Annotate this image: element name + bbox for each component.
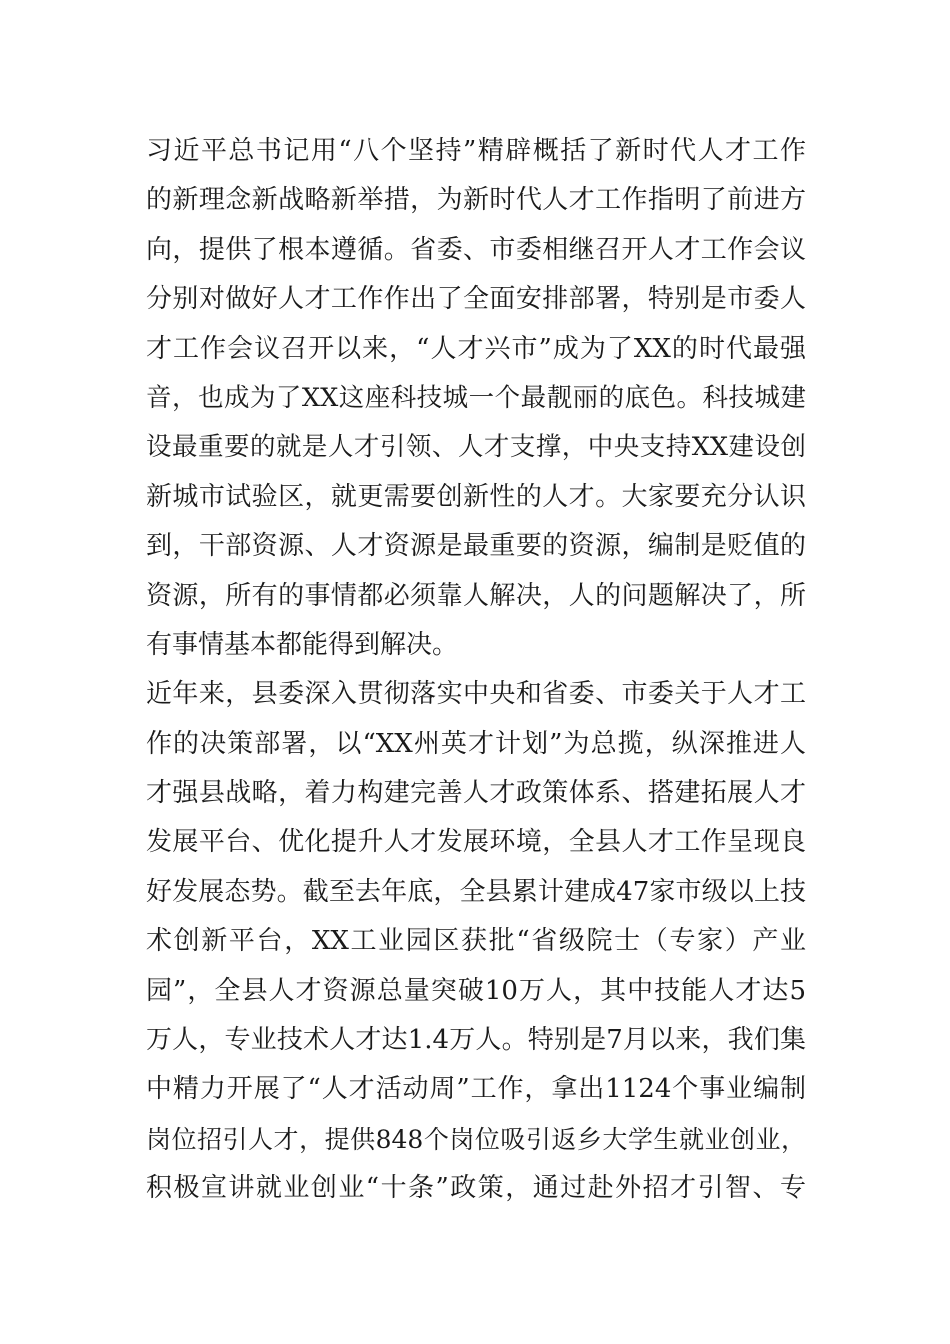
paragraph-1	[146, 127, 806, 670]
text-line: 音，也成为了XX这座科技城一个最靓丽的底色。科技城建	[146, 382, 806, 413]
text-line: 有事情基本都能得到解决。	[146, 629, 459, 660]
text-line: 设最重要的就是人才引领、人才支撑，中央支持XX建设创	[146, 432, 806, 463]
text-line: 才强县战略，着力构建完善人才政策体系、搭建拓展人才	[146, 778, 806, 809]
text-line: 积极宣讲就业创业“十条”政策，通过赴外招才引智、专	[146, 1173, 806, 1204]
text-line: 新城市试验区，就更需要创新性的人才。大家要充分认识	[146, 481, 806, 512]
text-line: 岗位招引人才，提供848个岗位吸引返乡大学生就业创业，	[146, 1124, 806, 1154]
document-body	[146, 127, 806, 1214]
text-line: 术创新平台，XX工业园区获批“省级院士（专家）产业	[146, 926, 806, 957]
text-line: 万人，专业技术人才达1.4万人。特别是7月以来，我们集	[146, 1025, 806, 1056]
text-line: 好发展态势。截至去年底，全县累计建成47家市级以上技	[146, 876, 806, 907]
paragraph-2	[146, 670, 806, 1213]
text-line: 的新理念新战略新举措，为新时代人才工作指明了前进方	[146, 185, 806, 216]
text-line: 才工作会议召开以来，“人才兴市”成为了XX的时代最强	[146, 333, 806, 364]
text-line: 到，干部资源、人才资源是最重要的资源，编制是贬值的	[146, 531, 806, 562]
text-line: 近年来，县委深入贯彻落实中央和省委、市委关于人才工	[146, 679, 806, 710]
text-line: 发展平台、优化提升人才发展环境，全县人才工作呈现良	[146, 827, 806, 858]
text-line: 向，提供了根本遵循。省委、市委相继召开人才工作会议	[146, 234, 806, 265]
text-line: 习近平总书记用“八个坚持”精辟概括了新时代人才工作	[146, 136, 806, 166]
text-line: 分别对做好人才工作作出了全面安排部署，特别是市委人	[146, 284, 806, 315]
text-line: 中精力开展了“人才活动周”工作，拿出1124个事业编制	[146, 1074, 806, 1105]
text-line: 作的决策部署，以“XX州英才计划”为总揽，纵深推进人	[146, 728, 806, 759]
text-line: 资源，所有的事情都必须靠人解决，人的问题解决了，所	[146, 580, 806, 611]
text-line: 园”，全县人才资源总量突破10万人，其中技能人才达5	[146, 975, 806, 1006]
